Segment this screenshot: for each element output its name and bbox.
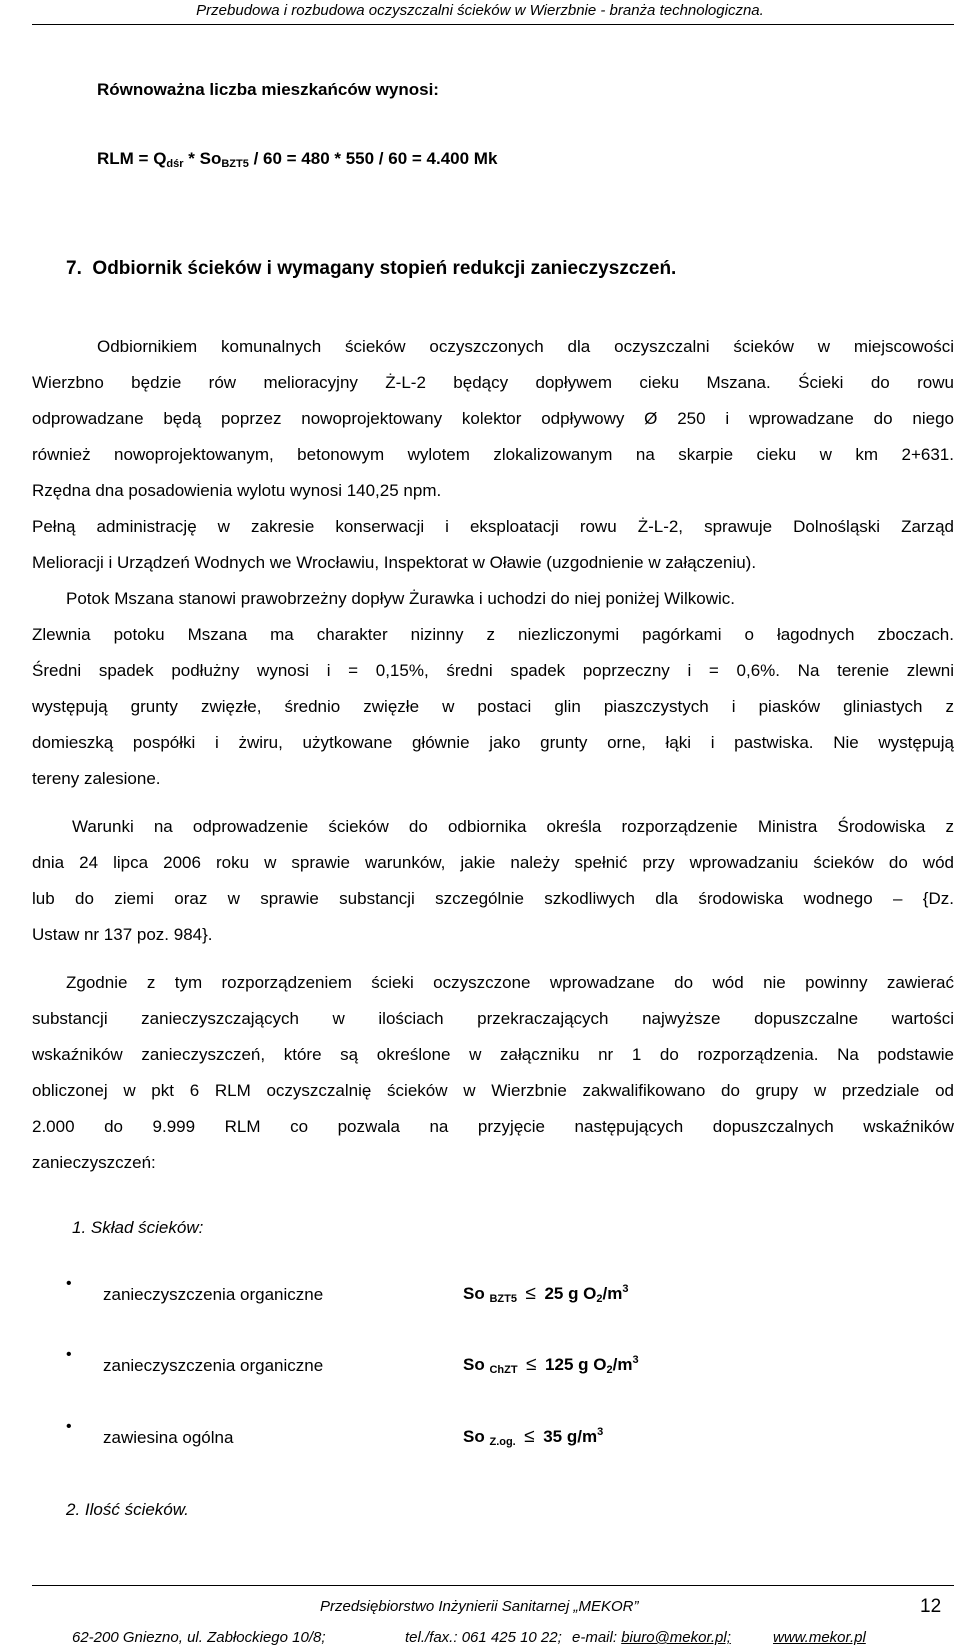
text-line: Warunki na odprowadzenie ścieków do odbiornika określa rozporządzenie Ministra Środowiska z — [72, 817, 954, 836]
text-line: Ustaw nr 137 poz. 984}. — [32, 925, 213, 944]
text-line: Zlewnia potoku Mszana ma charakter nizinny z niezliczonymi pagórkami o łagodnych zboczach. — [32, 625, 954, 644]
text-line: obliczonej w pkt 6 RLM oczyszczalnię ścieków w Wierzbnie zakwalifikowano do grupy w przedziale od — [32, 1081, 954, 1100]
text-line: również nowoprojektowanym, betonowym wylotem zlokalizowanym na skarpie cieku w km 2+631. — [32, 445, 954, 464]
text-line: Zgodnie z tym rozporządzeniem ścieki oczyszczone wprowadzane do wód nie powinny zawierać — [66, 973, 954, 992]
text-line: 2.000 do 9.999 RLM co pozwala na przyjęcie następujących dopuszczalnych wskaźników — [32, 1117, 954, 1136]
text-line: Średni spadek podłużny wynosi i = 0,15%, średni spadek poprzeczny i = 0,6%. Na terenie zlewni — [32, 661, 954, 680]
text-line: lub do ziemi oraz w sprawie substancji szczególnie szkodliwych dla środowiska wodnego – {Dz. — [32, 889, 954, 908]
list-item-name: zanieczyszczenia organiczne — [103, 1356, 324, 1375]
list-item-value: So $_{ChZT}$ ≤ 125 g $O_2/m^3$ — [463, 1354, 639, 1376]
text-line: zanieczyszczeń: — [32, 1153, 156, 1172]
text-line: występują grunty zwięzłe, średnio zwięzłe w postaci glin piaszczystych i piasków gliniastych z — [32, 697, 954, 716]
website-link[interactable]: www.mekor.pl — [773, 1629, 866, 1646]
text-line: Potok Mszana stanowi prawobrzeżny dopływ Żurawka i uchodzi do niej poniżej Wilkowic. — [66, 589, 735, 608]
text-line: Melioracji i Urządzeń Wodnych we Wrocławiu, Inspektorat w Oławie (uzgodnienie w załączeniu). — [32, 553, 757, 572]
text-line: Odbiornikiem komunalnych ścieków oczyszczonych dla oczyszczalni ścieków w miejscowości — [97, 337, 954, 356]
footer-phone: tel./fax.: 061 425 10 22; — [405, 1629, 562, 1646]
email-link[interactable]: biuro@mekor.pl; — [621, 1629, 731, 1646]
text-line: domieszką pospółki i żwiru, użytkowane głównie jako grunty orne, łąki i pastwiska. Nie występują — [32, 733, 954, 752]
list-item-name: zanieczyszczenia organiczne — [103, 1285, 324, 1304]
text-line: tereny zalesione. — [32, 769, 161, 788]
text-line: substancji zanieczyszczających w ilościach przekraczających najwyższe dopuszczalne wartości — [32, 1009, 954, 1028]
bullet: • — [66, 1275, 72, 1292]
list-item-name: zawiesina ogólna — [103, 1428, 234, 1447]
bullet: • — [66, 1418, 72, 1435]
list-heading: 2. Ilość ścieków. — [66, 1500, 189, 1519]
text-line: wskaźników zanieczyszczeń, które są określone w załączniku nr 1 do rozporządzenia. Na podstawie — [32, 1045, 954, 1064]
footer-email: e-mail: biuro@mekor.pl; — [572, 1629, 731, 1646]
bullet: • — [66, 1346, 72, 1363]
text-line: odprowadzane będą poprzez nowoprojektowany kolektor odpływowy Ø 250 i wprowadzane do niego — [32, 409, 954, 428]
text-line: Rzędna dna posadowienia wylotu wynosi 140,25 npm. — [32, 481, 442, 500]
running-header: Przebudowa i rozbudowa oczyszczalni ścieków w Wierzbnie - branża technologiczna. — [196, 2, 764, 19]
list-item-value: So $_{BZT5}$ ≤ 25 g $O_2/m^3$ — [463, 1283, 629, 1305]
header-rule — [32, 24, 954, 25]
footer-company: Przedsiębiorstwo Inżynierii Sanitarnej „MEKOR” — [320, 1598, 639, 1615]
section-heading: 7. Odbiornik ścieków i wymagany stopień redukcji zanieczyszczeń. — [66, 258, 677, 279]
list-heading: 1. Skład ścieków: — [72, 1218, 204, 1237]
footer-rule — [32, 1585, 954, 1586]
list-item-value: So $_{Z.og.}$ ≤ 35 $g/m^3$ — [463, 1426, 604, 1448]
text-line: dnia 24 lipca 2006 roku w sprawie warunków, jakie należy spełnić przy wprowadzaniu ścieków do wód — [32, 853, 954, 872]
page-number: 12 — [920, 1596, 942, 1617]
rlm-formula: RLM = $Q_{dśr} * So_{BZT5} / 60 = 480 * 550 / 60 = 4.400$ Mk — [97, 149, 498, 170]
rlm-intro: Równoważna liczba mieszkańców wynosi: — [97, 80, 439, 99]
text-line: Wierzbno będzie rów melioracyjny Ż-L-2 będący dopływem cieku Mszana. Ścieki do rowu — [32, 373, 954, 392]
text-line: Pełną administrację w zakresie konserwacji i eksploatacji rowu Ż-L-2, sprawuje Dolnośląski Zarząd — [32, 517, 954, 536]
footer-address: 62-200 Gniezno, ul. Zabłockiego 10/8; — [72, 1629, 326, 1646]
footer-web — [773, 1629, 866, 1646]
